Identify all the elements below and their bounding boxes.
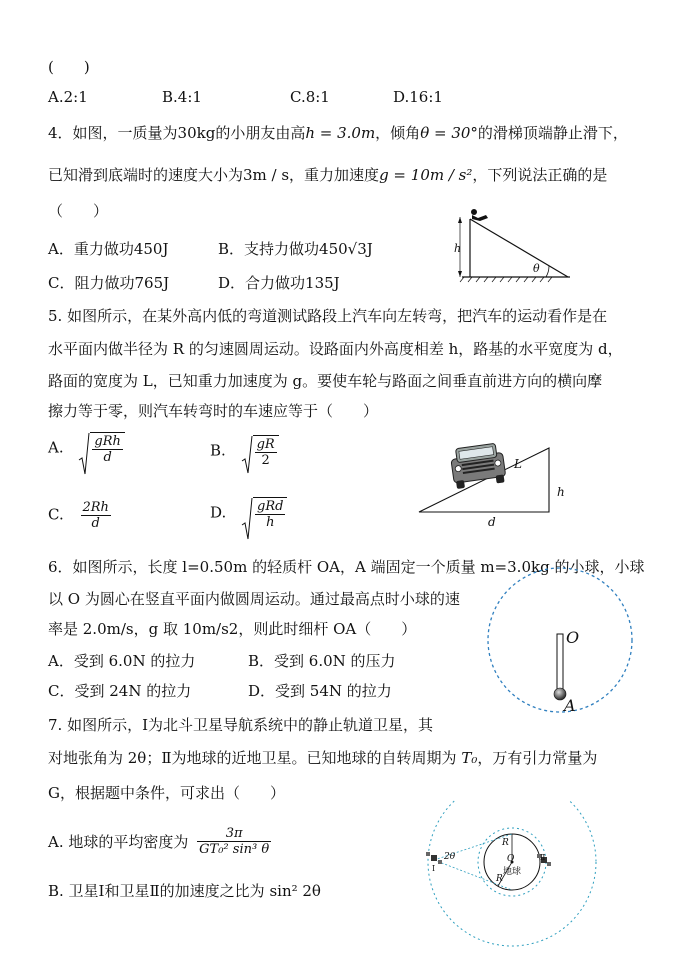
q7-option-b: B. 卫星Ⅰ和卫星Ⅱ的加速度之比为 sin² 2θ bbox=[48, 882, 321, 900]
q7-fig-II-label: Ⅱ bbox=[540, 853, 546, 862]
q5-banked-road-figure bbox=[415, 440, 555, 520]
q6-stem-line3: 率是 2.0m/s，g 取 10m/s2，则此时细杆 OA（ ） bbox=[48, 620, 417, 638]
q4-option-b: B．支持力做功450√3J bbox=[218, 240, 373, 258]
q4-stem-line1: 4．如图，一质量为30kg的小朋友由高h = 3.0m，倾角θ = 30°的滑梯顶端静止滑下， bbox=[48, 124, 628, 142]
q6-option-d: D．受到 54N 的拉力 bbox=[248, 682, 392, 700]
q4-option-a: A．重力做功450J bbox=[48, 240, 169, 258]
q6-option-c: C．受到 24N 的拉力 bbox=[48, 682, 192, 700]
q7-fig-earth-label: 地球 bbox=[503, 867, 522, 877]
q4-fig-h-label: h bbox=[454, 242, 462, 255]
q3-option-d: D.16:1 bbox=[393, 88, 443, 106]
q3-option-c: C.8:1 bbox=[290, 88, 330, 106]
q7-fig-R-lower: R bbox=[496, 874, 503, 884]
q5-stem-line3: 路面的宽度为 L，已知重力加速度为 g。要使车轮与路面之间垂直前进方向的横向摩 bbox=[48, 372, 603, 390]
q5-option-d: D. $\frac{\text{gRd}}{h}$ bbox=[210, 497, 287, 530]
q5-fig-L-label: L bbox=[514, 457, 522, 471]
q3-bracket: ( ) bbox=[48, 58, 90, 76]
q4-slide-figure bbox=[450, 205, 580, 285]
q5-fig-d-label: d bbox=[488, 515, 496, 529]
q5-stem-line2: 水平面内做半径为 R 的匀速圆周运动。设路面内外高度相差 h，路基的水平宽度为 d， bbox=[48, 340, 623, 358]
q7-fig-I-label: Ⅰ bbox=[432, 864, 436, 873]
q7-option-a: A. 地球的平均密度为 $\frac{3\pi}{\text{GT₀² sin³ θ}}$ bbox=[48, 826, 270, 857]
q4-bracket: （ ） bbox=[48, 202, 109, 220]
q7-fig-2theta-label: 2θ bbox=[444, 852, 456, 862]
q7-stem-line3: G，根据题中条件，可求出（ ） bbox=[48, 784, 285, 802]
q3-option-a: A.2:1 bbox=[48, 88, 88, 106]
child-figure-icon bbox=[471, 209, 488, 221]
q4-fig-theta-label: θ bbox=[533, 262, 540, 275]
q4-option-c: C．阻力做功765J bbox=[48, 274, 170, 292]
q4-stem-line2: 已知滑到底端时的速度大小为3m / s，重力加速度g = 10m / s²，下列说法正确的是 bbox=[48, 166, 608, 184]
q6-stem-line1: 6．如图所示，长度 l=0.50m 的轻质杆 OA，A 端固定一个质量 m=3.0kg 的小球，小球 bbox=[48, 558, 645, 576]
q4-option-d: D．合力做功135J bbox=[218, 274, 340, 292]
q6-fig-A-label: A bbox=[564, 696, 576, 715]
q6-stem-line2: 以 O 为圆心在竖直平面内做圆周运动。通过最高点时小球的速 bbox=[48, 590, 460, 608]
q6-rod-circle-figure bbox=[478, 562, 648, 722]
q5-stem-line1: 5. 如图所示，在某外高内低的弯道测试路段上汽车向左转弯，把汽车的运动看作是在 bbox=[48, 307, 608, 325]
q6-option-a: A．受到 6.0N 的拉力 bbox=[48, 652, 196, 670]
q5-stem-line4: 擦力等于零，则汽车转弯时的车速应等于（ ） bbox=[48, 402, 379, 420]
q5-option-a: A. $\frac{\text{gRh}}{d}$ bbox=[48, 432, 125, 465]
q7-stem-line1: 7. 如图所示，Ⅰ为北斗卫星导航系统中的静止轨道卫星，其 bbox=[48, 716, 434, 734]
q3-option-b: B.4:1 bbox=[162, 88, 202, 106]
q6-option-b: B．受到 6.0N 的压力 bbox=[248, 652, 396, 670]
q7-stem-line2: 对地张角为 2θ；Ⅱ为地球的近地卫星。已知地球的自转周期为 T₀，万有引力常量为 bbox=[48, 749, 598, 767]
q5-fig-h-label: h bbox=[557, 485, 565, 499]
q5-option-c: C. $\frac{2Rh}{d}$ bbox=[48, 500, 109, 531]
q6-fig-O-label: O bbox=[566, 628, 580, 647]
car-icon bbox=[450, 442, 507, 489]
q7-fig-R-upper: R bbox=[502, 838, 509, 848]
q7-fig-O-label: O bbox=[507, 854, 515, 864]
q5-option-b: B. $\frac{gR}{2}$ bbox=[210, 435, 279, 468]
